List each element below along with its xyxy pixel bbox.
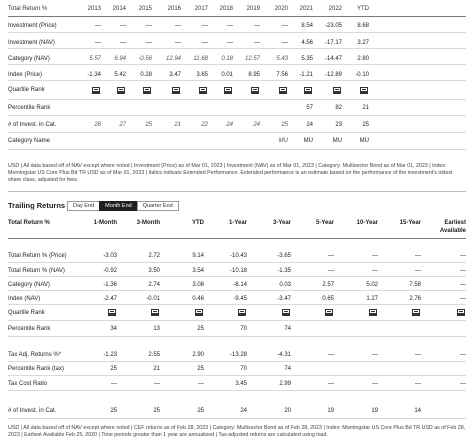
trailing-tax-cell: 3.45	[235, 381, 247, 387]
trailing-tax-cell: —	[328, 352, 334, 358]
annual-year-2022: 2022	[328, 6, 342, 12]
annual-percentile-label: Percentile Rank	[8, 105, 51, 111]
trailing-cell: 1.27	[366, 296, 378, 302]
annual-cell: 2.80	[357, 56, 369, 62]
annual-cell: -1.21	[299, 72, 313, 78]
tab-day-end[interactable]: Day End	[67, 201, 100, 211]
row-divider	[8, 418, 466, 419]
trailing-cell: 5.02	[366, 282, 378, 288]
row-divider	[8, 304, 466, 305]
trailing-tax-cell: 74	[284, 366, 291, 372]
trailing-cell: —	[415, 268, 421, 274]
quartile-rank-icon	[412, 309, 420, 316]
trailing-col-earliest-available: Earliest Available	[439, 220, 466, 234]
annual-cell: —	[120, 40, 126, 46]
trailing-tax-row-label: Tax Cost Ratio	[8, 381, 48, 387]
annual-category-name-label: Category Name	[8, 138, 51, 144]
annual-cell: 8.95	[248, 72, 260, 78]
quartile-rank-icon	[195, 309, 203, 316]
trailing-cell: 0.03	[279, 282, 291, 288]
annual-year-2019: 2019	[246, 6, 260, 12]
trailing-num-invest-cell: 25	[197, 408, 204, 414]
quartile-rank-icon	[238, 309, 246, 316]
annual-cell: —	[95, 40, 101, 46]
annual-cell: 3.27	[357, 40, 369, 46]
annual-percentile-cell: 82	[335, 105, 342, 111]
trailing-footnote: USD | All data based off of NAV except where noted | CEF returns as of Feb 28, 2023 | Category: Multisector Bond as of Feb 28, 2023 | Index: Morningstar US Core Plus Bd TR USD as of Feb 28, 2023 | Earliest Available Feb 25, 2020 | Time periods greater than 1 year are annualized | Tax-adjusted returns are calculated using load.	[8, 425, 466, 438]
annual-cell: -1.34	[87, 72, 101, 78]
trailing-cell: —	[460, 253, 466, 259]
trailing-tax-cell: —	[415, 352, 421, 358]
trailing-cell: 0.46	[192, 296, 204, 302]
annual-row-label: Category (NAV)	[8, 56, 50, 62]
annual-category-name-cell: MU	[303, 138, 313, 144]
trailing-cell: 2.57	[322, 282, 334, 288]
annual-cell: 0.18	[221, 56, 233, 62]
trailing-cell: -8.14	[233, 282, 247, 288]
annual-cell: —	[146, 40, 152, 46]
annual-category-name-cell: MU	[359, 138, 369, 144]
quartile-rank-icon	[151, 309, 159, 316]
annual-cell: 3.47	[169, 72, 181, 78]
annual-cell: —	[282, 40, 288, 46]
trailing-percentile-cell: 74	[284, 326, 291, 332]
trailing-tax-cell: —	[460, 352, 466, 358]
trailing-cell: 7.58	[409, 282, 421, 288]
trailing-tax-cell: —	[198, 381, 204, 387]
annual-category-name-cell: MU	[278, 138, 288, 144]
trailing-tax-cell: —	[415, 381, 421, 387]
trailing-cell: —	[328, 268, 334, 274]
annual-cell: 12.94	[165, 56, 181, 62]
trailing-num-invest-cell: 14	[414, 408, 421, 414]
trailing-tax-cell: 2.55	[148, 352, 160, 358]
row-divider	[8, 375, 466, 376]
annual-cell: 5.42	[114, 72, 126, 78]
annual-num-invest-cell: 24	[253, 122, 260, 128]
trailing-cell: -0.92	[103, 268, 117, 274]
annual-num-invest-cell: 24	[226, 122, 233, 128]
trailing-cell: -10.43	[229, 253, 247, 259]
annual-num-invest-cell: 25	[145, 122, 152, 128]
annual-row-label: Investment (NAV)	[8, 40, 55, 46]
trailing-percentile-label: Percentile Rank	[8, 326, 51, 332]
annual-cell: 12.57	[244, 56, 260, 62]
tab-month-end[interactable]: Month End	[99, 201, 138, 211]
quartile-rank-icon	[325, 309, 333, 316]
annual-cell: 8.68	[357, 23, 369, 29]
annual-percentile-cell: 57	[306, 105, 313, 111]
annual-cell: —	[175, 23, 181, 29]
annual-cell: —	[282, 23, 288, 29]
trailing-tax-cell: -1.23	[103, 352, 117, 358]
annual-cell: 6.94	[114, 56, 126, 62]
annual-cell: 11.68	[193, 56, 208, 62]
trailing-col-5-year: 5-Year	[315, 220, 334, 226]
trailing-row-label: Total Return % (Price)	[8, 253, 67, 259]
annual-year-2017: 2017	[194, 6, 208, 12]
trailing-col-1-month: 1-Month	[93, 220, 117, 226]
annual-cell: —	[95, 23, 101, 29]
annual-year-2021: 2021	[299, 6, 313, 12]
trailing-tax-cell: —	[154, 381, 160, 387]
trailing-cell: 2.74	[148, 282, 160, 288]
trailing-col-1-year: 1-Year	[228, 220, 247, 226]
trailing-tax-cell: 2.99	[279, 381, 291, 387]
annual-num-invest-cell: 23	[335, 122, 342, 128]
trailing-cell: -3.03	[103, 253, 117, 259]
trailing-cell: -0.01	[146, 296, 160, 302]
trailing-tax-cell: -4.31	[277, 352, 291, 358]
annual-footnote: USD | All data based off of NAV except where noted | Investment (Price) as of Mar 01, 2023 | Investment (NAV) as of Mar 01, 2023 | Category: Multisector Bond as of Mar 01, 2023 | Index: Morningstar US Core Plus Bd TR USD as of Mar 01, 2023 | Italics indicate Extended Performance. Extended performance is an estimate based on the performance of the investment's oldest share class, adjusted for fees.	[8, 163, 453, 183]
annual-cell: —	[254, 23, 260, 29]
annual-cell: 5.35	[301, 56, 313, 62]
trailing-tax-cell: —	[460, 381, 466, 387]
trailing-header-label: Total Return %	[8, 220, 50, 226]
trailing-num-invest-cell: 20	[284, 408, 291, 414]
trailing-cell: —	[460, 268, 466, 274]
row-divider	[8, 361, 466, 362]
trailing-percentile-cell: 70	[240, 326, 247, 332]
annual-num-invest-cell: 24	[306, 122, 313, 128]
annual-cell: —	[202, 40, 208, 46]
trailing-cell: —	[460, 282, 466, 288]
annual-num-invest-cell: 27	[119, 122, 126, 128]
trailing-cell: 2.76	[409, 296, 421, 302]
trailing-cell: 2.72	[148, 253, 160, 259]
annual-cell: —	[254, 40, 260, 46]
trailing-cell: 3.50	[148, 268, 160, 274]
annual-cell: —	[146, 23, 152, 29]
quartile-rank-icon	[282, 309, 290, 316]
row-divider	[8, 336, 466, 337]
annual-year-2016: 2016	[167, 6, 181, 12]
trailing-cell: —	[415, 253, 421, 259]
annual-year-2015: 2015	[138, 6, 152, 12]
trailing-row-label: Index (NAV)	[8, 296, 41, 302]
annual-cell: —	[227, 40, 233, 46]
trailing-num-invest-cell: 25	[153, 408, 160, 414]
trailing-percentile-cell: 13	[153, 326, 160, 332]
annual-cell: -0.10	[355, 72, 369, 78]
trailing-row-label: Total Return % (NAV)	[8, 268, 65, 274]
annual-cell: 4.56	[301, 40, 313, 46]
trailing-tax-cell: -13.28	[229, 352, 247, 358]
annual-cell: -12.89	[324, 72, 342, 78]
annual-num-invest-cell: 28	[94, 122, 101, 128]
annual-cell: —	[175, 40, 181, 46]
tab-quarter-end[interactable]: Quarter End	[137, 201, 179, 211]
trailing-cell: -3.47	[277, 296, 291, 302]
trailing-row-label: Category (NAV)	[8, 282, 50, 288]
annual-cell: -0.56	[138, 56, 152, 62]
row-divider	[8, 262, 466, 263]
trailing-cell: —	[372, 253, 378, 259]
row-divider	[8, 320, 466, 321]
trailing-col-3-year: 3-Year	[272, 220, 291, 226]
trailing-cell: —	[328, 253, 334, 259]
trailing-header-divider	[8, 238, 466, 239]
trailing-cell: —	[372, 268, 378, 274]
trailing-col-ytd: YTD	[192, 220, 204, 226]
trailing-col-10-year: 10-Year	[356, 220, 378, 226]
trailing-tax-cell: 25	[197, 366, 204, 372]
annual-year-ytd: YTD	[357, 6, 369, 12]
row-divider	[8, 276, 466, 277]
trailing-cell: 9.14	[192, 253, 204, 259]
annual-num-invest-cell: 21	[174, 122, 181, 128]
trailing-cell: 3.08	[192, 282, 204, 288]
trailing-cell: -10.18	[229, 268, 247, 274]
annual-cell: 8.54	[301, 23, 313, 29]
trailing-tax-cell: —	[111, 381, 117, 387]
trailing-col-15-year: 15-Year	[399, 220, 421, 226]
trailing-cell: -3.65	[277, 253, 291, 259]
annual-cell: 5.43	[276, 56, 288, 62]
trailing-percentile-cell: 25	[197, 326, 204, 332]
trailing-cell: -1.35	[277, 268, 291, 274]
trailing-tax-cell: 25	[110, 366, 117, 372]
trailing-cell: -2.47	[103, 296, 117, 302]
trailing-tax-cell: 2.90	[192, 352, 204, 358]
annual-header-label: Total Return %	[8, 6, 48, 12]
annual-cell: -14.47	[324, 56, 342, 62]
trailing-tax-cell: —	[372, 352, 378, 358]
row-divider	[8, 390, 466, 391]
trailing-tax-cell: 70	[240, 366, 247, 372]
trailing-tax-row-label: Percentile Rank (tax)	[8, 366, 65, 372]
trailing-cell: 3.54	[192, 268, 204, 274]
quartile-rank-icon	[457, 309, 465, 316]
trailing-num-invest-cell: 19	[327, 408, 334, 414]
annual-num-invest-label: # of Invest. in Cat.	[8, 122, 57, 128]
annual-num-invest-cell: 25	[362, 122, 369, 128]
trailing-quartile-label: Quartile Rank	[8, 310, 45, 316]
quartile-rank-icon	[369, 309, 377, 316]
annual-cell: 7.56	[276, 72, 288, 78]
annual-cell: —	[202, 23, 208, 29]
annual-year-2014: 2014	[112, 6, 126, 12]
annual-cell: —	[227, 23, 233, 29]
trailing-returns-title: Trailing Returns	[8, 201, 66, 210]
annual-cell: 3.65	[196, 72, 208, 78]
annual-cell: 5.57	[89, 56, 101, 62]
annual-row-label: Index (Price)	[8, 72, 43, 78]
trailing-num-invest-cell: 19	[371, 408, 378, 414]
quartile-rank-icon	[108, 309, 116, 316]
annual-cell: -23.05	[324, 23, 342, 29]
trailing-tax-row-label: Tax Adj. Returns %*	[8, 352, 62, 358]
trailing-num-invest-cell: 24	[240, 408, 247, 414]
annual-cell: 0.28	[140, 72, 152, 78]
annual-num-invest-cell: 25	[281, 122, 288, 128]
trailing-percentile-cell: 34	[110, 326, 117, 332]
trailing-col-3-month: 3-Month	[136, 220, 160, 226]
annual-percentile-cell: 21	[362, 105, 369, 111]
annual-cell: -17.17	[324, 40, 342, 46]
row-divider	[8, 290, 466, 291]
annual-quartile-label: Quartile Rank	[8, 87, 45, 93]
annual-year-2020: 2020	[274, 6, 288, 12]
trailing-tax-cell: —	[328, 381, 334, 387]
annual-cell: —	[120, 23, 126, 29]
trailing-cell: -1.36	[103, 282, 117, 288]
trailing-num-invest-cell: 25	[110, 408, 117, 414]
annual-cell: 0.01	[221, 72, 233, 78]
annual-year-2013: 2013	[87, 6, 101, 12]
annual-year-2018: 2018	[219, 6, 233, 12]
annual-row-label: Investment (Price)	[8, 23, 57, 29]
trailing-cell: -9.45	[233, 296, 247, 302]
trailing-tax-cell: —	[372, 381, 378, 387]
trailing-cell: —	[460, 296, 466, 302]
annual-category-name-cell: MU	[332, 138, 342, 144]
trailing-tax-cell: 21	[153, 366, 160, 372]
trailing-cell: 0.65	[322, 296, 334, 302]
trailing-num-invest-label: # of Invest. in Cat.	[8, 408, 57, 414]
annual-num-invest-cell: 22	[201, 122, 208, 128]
